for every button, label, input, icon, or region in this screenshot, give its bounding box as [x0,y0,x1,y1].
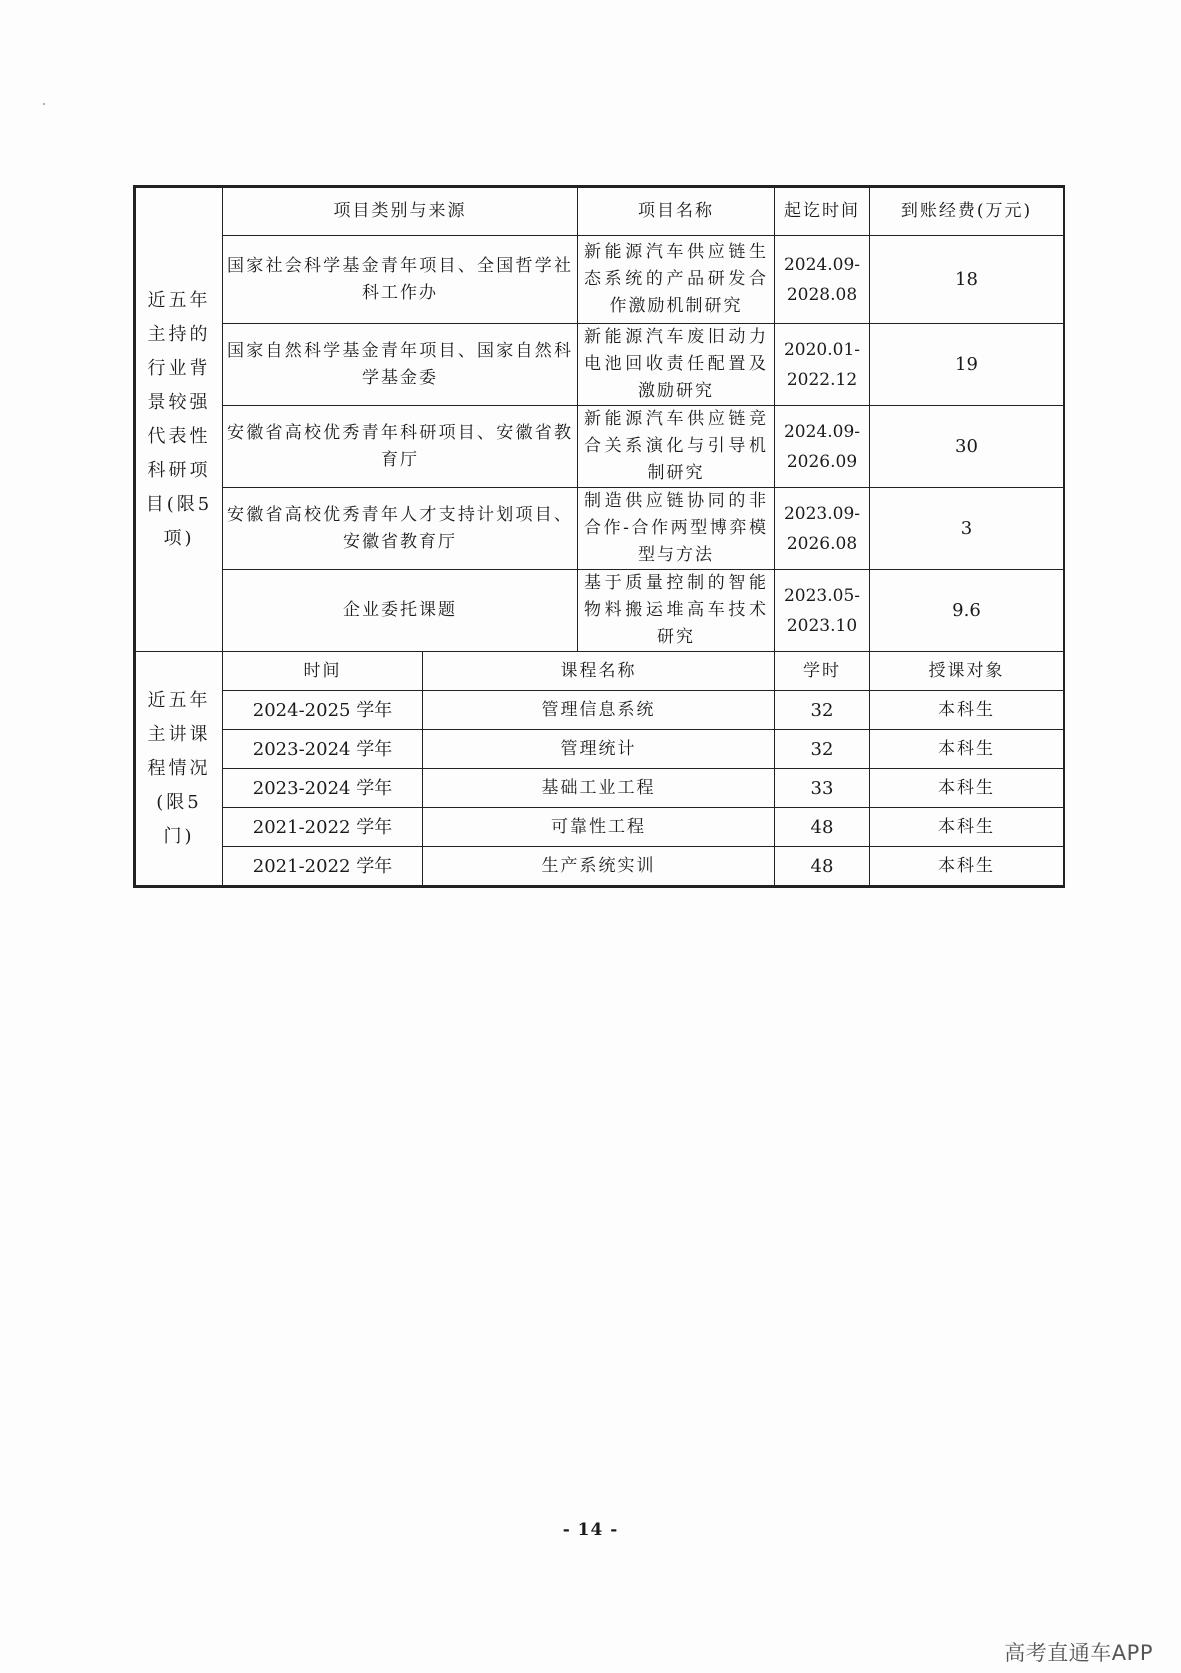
research-period-end: 2023.10 [786,615,858,636]
research-period-end: 2026.09 [786,451,858,472]
page-number: - 14 - [562,1520,619,1540]
research-source-cell: 国家自然科学基金青年项目、国家自然科学基金委 [223,324,578,406]
research-source-cell: 企业委托课题 [223,570,578,652]
research-name-cell: 新能源汽车废旧动力电池回收责任配置及激励研究 [578,324,775,406]
research-header-period: 起讫时间 [775,188,870,236]
info-table-body [135,187,1064,886]
research-row [136,324,1064,406]
course-name-cell: 管理统计 [423,730,775,769]
research-source-cell: 安徽省高校优秀青年科研项目、安徽省教育厅 [223,406,578,488]
course-row [136,769,1064,808]
course-audience-cell: 本科生 [870,730,1064,769]
course-hours-cell: 48 [775,808,870,847]
research-row [136,236,1064,324]
research-name-cell: 新能源汽车供应链生态系统的产品研发合作激励机制研究 [578,236,775,324]
course-hours-cell: 32 [775,730,870,769]
course-audience-cell: 本科生 [870,691,1064,730]
research-period-start: 2024.09- [783,254,861,275]
course-name-cell: 基础工业工程 [423,769,775,808]
course-hours-cell: 33 [775,769,870,808]
research-funding-cell: 18 [870,236,1064,324]
courses-header-audience: 授课对象 [870,652,1064,691]
course-audience-cell: 本科生 [870,847,1064,886]
research-period-cell [775,236,870,324]
research-source-cell: 国家社会科学基金青年项目、全国哲学社科工作办 [223,236,578,324]
course-hours-cell: 32 [775,691,870,730]
course-time-cell: 2021-2022 学年 [223,847,423,886]
app-watermark: 高考直通车APP [1004,1641,1153,1665]
research-period-start: 2023.05- [783,585,861,606]
info-table [133,185,1065,888]
research-period-start: 2020.01- [783,339,861,360]
research-funding-cell: 19 [870,324,1064,406]
scan-speck [43,103,45,105]
research-period-end: 2028.08 [786,284,858,305]
research-period-start: 2023.09- [783,503,861,524]
research-period-cell [775,570,870,652]
research-header-source: 项目类别与来源 [223,188,578,236]
research-period-cell [775,406,870,488]
research-row [136,406,1064,488]
course-name-cell: 管理信息系统 [423,691,775,730]
research-section-label: 近五年主持的行业背景较强代表性科研项目(限5项) [136,188,223,652]
course-time-cell: 2023-2024 学年 [223,730,423,769]
research-header-row [136,188,1064,236]
courses-section-label: 近五年主讲课程情况(限5门) [136,652,223,886]
research-header-funding: 到账经费(万元) [870,188,1064,236]
research-period-end: 2026.08 [786,533,858,554]
research-period-start: 2024.09- [783,421,861,442]
course-row [136,730,1064,769]
course-row [136,691,1064,730]
courses-header-time: 时间 [223,652,423,691]
research-row [136,488,1064,570]
research-period-cell [775,324,870,406]
research-name-cell: 基于质量控制的智能物料搬运堆高车技术研究 [578,570,775,652]
course-audience-cell: 本科生 [870,808,1064,847]
course-hours-cell: 48 [775,847,870,886]
course-row [136,808,1064,847]
research-period-end: 2022.12 [786,369,858,390]
course-time-cell: 2023-2024 学年 [223,769,423,808]
research-name-cell: 制造供应链协同的非合作-合作两型博弈模型与方法 [578,488,775,570]
course-name-cell: 生产系统实训 [423,847,775,886]
course-name-cell: 可靠性工程 [423,808,775,847]
course-time-cell: 2024-2025 学年 [223,691,423,730]
courses-header-row [136,652,1064,691]
courses-header-hours: 学时 [775,652,870,691]
research-header-name: 项目名称 [578,188,775,236]
research-funding-cell: 3 [870,488,1064,570]
course-audience-cell: 本科生 [870,769,1064,808]
research-source-cell: 安徽省高校优秀青年人才支持计划项目、安徽省教育厅 [223,488,578,570]
research-name-cell: 新能源汽车供应链竞合关系演化与引导机制研究 [578,406,775,488]
research-row [136,570,1064,652]
research-funding-cell: 30 [870,406,1064,488]
course-time-cell: 2021-2022 学年 [223,808,423,847]
course-row [136,847,1064,886]
courses-header-name: 课程名称 [423,652,775,691]
research-period-cell [775,488,870,570]
research-funding-cell: 9.6 [870,570,1064,652]
